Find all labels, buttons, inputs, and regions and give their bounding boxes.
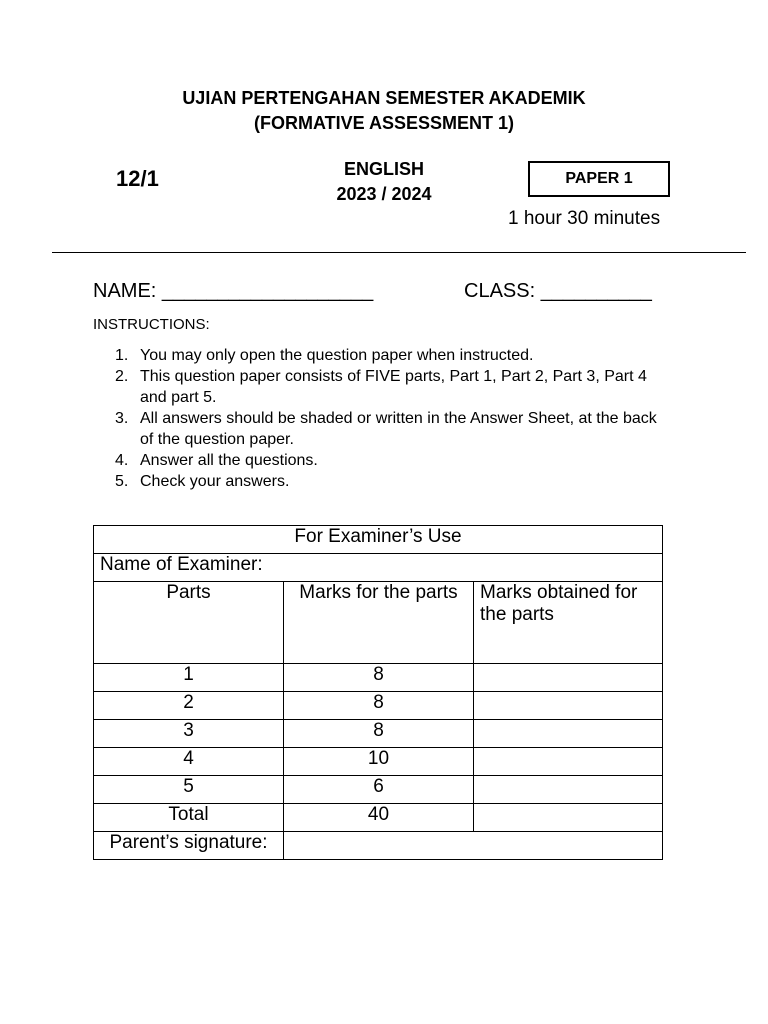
- signature-cell[interactable]: [284, 832, 663, 860]
- examiner-use-table: [93, 525, 663, 860]
- marks-cell: 10: [284, 748, 474, 776]
- signature-row: [94, 832, 663, 860]
- header-parts: Parts: [94, 582, 284, 664]
- table-row: [94, 692, 663, 720]
- obtained-cell[interactable]: [474, 748, 663, 776]
- instructions-list: [115, 345, 665, 492]
- paper-label-box: [528, 161, 670, 197]
- academic-year: 2023 / 2024: [336, 184, 432, 204]
- marks-cell: 6: [284, 776, 474, 804]
- part-cell: 1: [94, 664, 284, 692]
- class-code: 12/1: [116, 166, 159, 191]
- instruction-item: 4. Answer all the questions.: [115, 452, 318, 469]
- table-row: [94, 720, 663, 748]
- paper-label: PAPER 1: [565, 170, 633, 187]
- examiner-name-cell[interactable]: Name of Examiner:: [94, 554, 663, 582]
- header-obtained: Marks obtained for the parts: [474, 582, 663, 664]
- part-cell: 3: [94, 720, 284, 748]
- obtained-cell[interactable]: [474, 776, 663, 804]
- instruction-item: 3. All answers should be shaded or written in the Answer Sheet, at the back of the question paper.: [115, 410, 657, 448]
- marks-cell: 8: [284, 692, 474, 720]
- part-cell: 5: [94, 776, 284, 804]
- subject-name: ENGLISH: [343, 159, 424, 179]
- instruction-item: 2. This question paper consists of FIVE parts, Part 1, Part 2, Part 3, Part 4 and part 5.: [115, 368, 647, 406]
- instruction-item: 5. Check your answers.: [115, 473, 290, 490]
- exam-subtitle: (FORMATIVE ASSESSMENT 1): [253, 113, 514, 133]
- obtained-cell[interactable]: [474, 720, 663, 748]
- table-row: [94, 664, 663, 692]
- obtained-cell[interactable]: [474, 664, 663, 692]
- instruction-item: 1. You may only open the question paper when instructed.: [115, 347, 534, 364]
- part-cell: 2: [94, 692, 284, 720]
- header-marks: Marks for the parts: [284, 582, 474, 664]
- marks-cell: 8: [284, 720, 474, 748]
- exam-duration: 1 hour 30 minutes: [508, 208, 661, 229]
- table-caption: For Examiner’s Use: [94, 526, 663, 554]
- table-row: [94, 776, 663, 804]
- signature-label: Parent’s signature:: [94, 832, 284, 860]
- total-row: [94, 804, 663, 832]
- table-row: [94, 748, 663, 776]
- header-divider: [52, 252, 746, 253]
- total-label: Total: [94, 804, 284, 832]
- total-obtained-cell[interactable]: [474, 804, 663, 832]
- total-value: 40: [284, 804, 474, 832]
- exam-title: UJIAN PERTENGAHAN SEMESTER AKADEMIK: [182, 88, 586, 108]
- marks-cell: 8: [284, 664, 474, 692]
- part-cell: 4: [94, 748, 284, 776]
- name-field[interactable]: NAME: ___________________: [93, 280, 374, 302]
- class-field[interactable]: CLASS: __________: [464, 280, 652, 302]
- instructions-heading: INSTRUCTIONS:: [93, 316, 210, 333]
- obtained-cell[interactable]: [474, 692, 663, 720]
